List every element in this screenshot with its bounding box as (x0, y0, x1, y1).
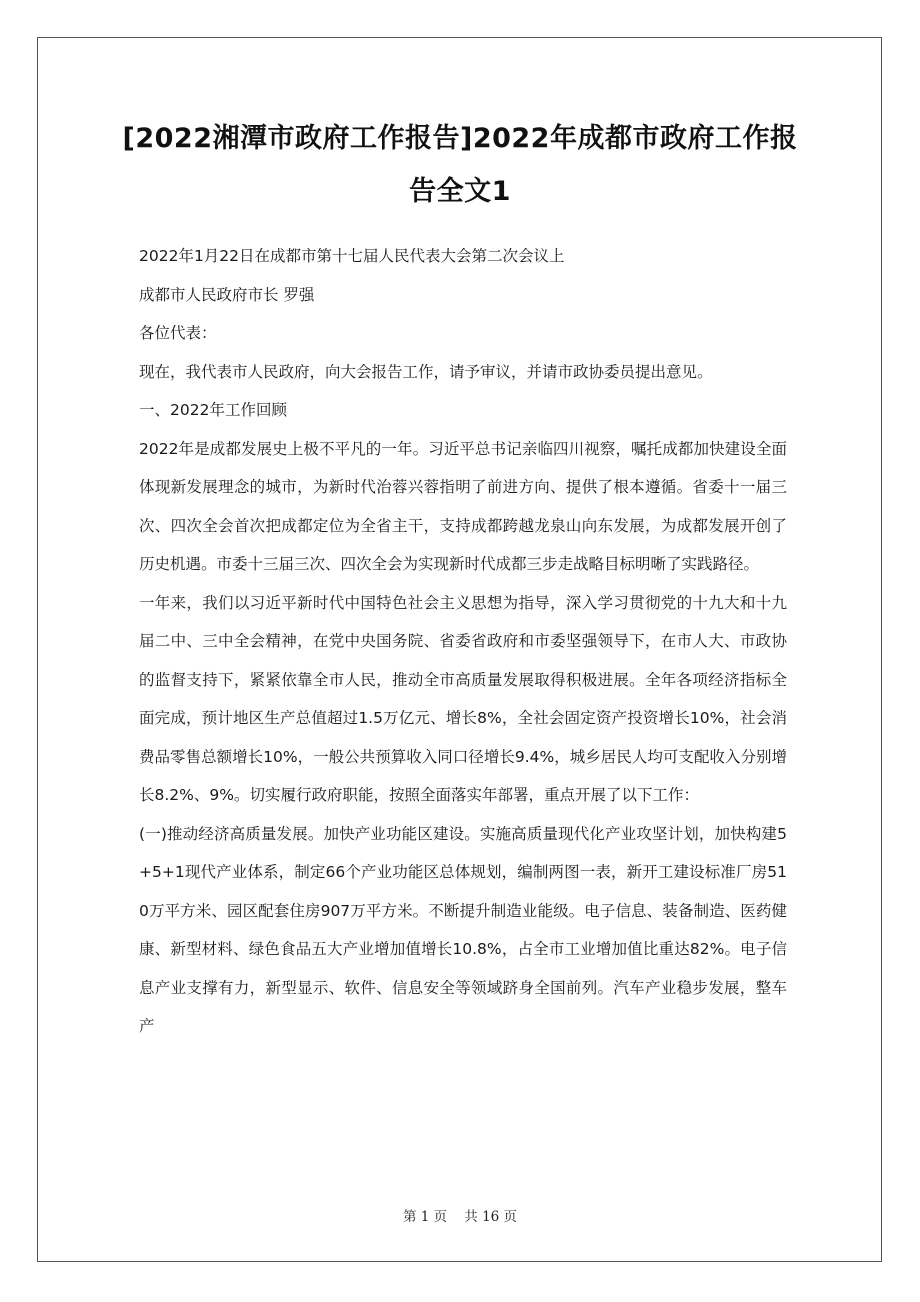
document-title: [2022湘潭市政府工作报告]2022年成都市政府工作报告全文1 (122, 123, 798, 207)
section-heading: 一、2022年工作回顾 (139, 401, 287, 419)
body-paragraph: 2022年是成都发展史上极不平凡的一年。习近平总书记亲临四川视察，嘱托成都加快建设全面体现新发展理念的城市，为新时代治蓉兴蓉指明了前进方向、提供了根本遵循。省委十一届三次、四次全会首次把成都定位为全省主干，支持成都跨越龙泉山向东发展，为成都发展开创了历史机遇。市委十三届三次、四次全会为实现新时代成都三步走战略目标明晰了实践路径。 (139, 439, 787, 573)
body-paragraph: 一年来，我们以习近平新时代中国特色社会主义思想为指导，深入学习贯彻党的十九大和十九届二中、三中全会精神，在党中央国务院、省委省政府和市委坚强领导下，在市人大、市政协的监督支持下，紧紧依靠全市人民，推动全市高质量发展取得积极进展。全年各项经济指标全面完成，预计地区生产总值超过1.5万亿元、增长8%，全社会固定资产投资增长10%，社会消费品零售总额增长10%，一般公共预算收入同口径增长9.4%，城乡居民人均可支配收入分别增长8.2%、9%。切实履行政府职能，按照全面落实年部署，重点开展了以下工作： (139, 593, 787, 804)
speaker-line: 成都市人民政府市长 罗强 (139, 285, 315, 304)
page-footer (0, 1205, 920, 1225)
speech-date-venue: 2022年1月22日在成都市第十七届人民代表大会第二次会议上 (139, 247, 565, 265)
salutation: 各位代表： (139, 324, 217, 342)
opening-paragraph: 现在，我代表市人民政府，向大会报告工作，请予审议，并请市政协委员提出意见。 (139, 362, 713, 381)
page-number: 第 1 页 (402, 1209, 448, 1225)
page-total: 共 16 页 (464, 1209, 518, 1225)
document-body (139, 237, 787, 1046)
body-paragraph: (一)推动经济高质量发展。加快产业功能区建设。实施高质量现代化产业攻坚计划，加快构建5+5+1现代产业体系，制定66个产业功能区总体规划，编制两图一表，新开工建设标准厂房510万平方米、园区配套住房907万平方米。不断提升制造业能级。电子信息、装备制造、医药健康、新型材料、绿色食品五大产业增加值增长10.8%，占全市工业增加值比重达82%。电子信息产业支撑有力，新型显示、软件、信息安全等领域跻身全国前列。汽车产业稳步发展，整车产 (139, 824, 787, 1035)
